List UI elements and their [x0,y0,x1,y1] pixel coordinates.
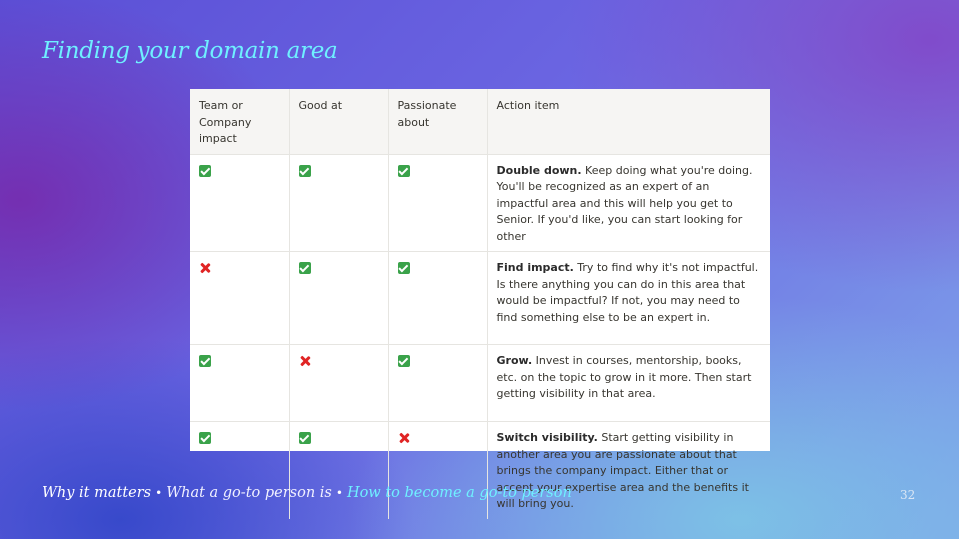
check-icon [299,432,311,444]
check-icon [299,165,311,177]
table-header-row [190,89,770,154]
check-icon [398,355,410,367]
action-title: Grow. [496,354,533,367]
table-row [190,422,770,519]
action-cell [487,154,770,252]
nav-link-what-go-to-person[interactable]: What a go-to person is [166,485,332,501]
table-row [190,154,770,252]
action-title: Find impact. [496,261,574,274]
table-row [190,345,770,422]
action-text: Invest in courses, mentorship, books, etc. on the topic to grow in it more. Then start getting visibility in that area. [496,354,752,400]
check-icon [199,432,211,444]
cross-icon [299,355,311,367]
table-row [190,252,770,345]
cross-icon [199,262,211,274]
slide-title: Finding your domain area [42,38,338,64]
action-cell [487,345,770,422]
header-good-at: Good at [289,89,388,154]
action-title: Double down. [496,163,582,177]
action-text: Start getting visibility in another area you are passionate about that brings the company impact. Either that or accept your expertise area and the benefits it will bring you. [496,431,749,510]
footer-nav [42,485,572,501]
action-text: Try to find why it's not impactful. Is there anything you can do in this area that would be impactful? If not, you may need to find something else to be an expert in. [496,261,759,324]
nav-link-how-to-become[interactable]: How to become a go-to person [346,485,572,501]
check-icon [398,165,410,177]
action-title: Switch visibility. [496,431,598,444]
page-number: 32 [900,488,916,502]
nav-separator: • [335,486,343,500]
action-text: Keep doing what you're doing. You'll be recognized as an expert of an impactful area and this will help you get to Senior. If you'd like, you can start looking for other [496,163,753,243]
check-icon [199,165,211,177]
cross-icon [398,432,410,444]
nav-separator: • [155,486,163,500]
header-impact: Team or Company impact [190,89,289,154]
header-passionate: Passionate about [388,89,487,154]
check-icon [199,355,211,367]
nav-link-why-it-matters[interactable]: Why it matters [42,485,152,501]
header-action-item: Action item [487,89,770,154]
action-cell [487,422,770,519]
check-icon [398,262,410,274]
action-cell [487,252,770,345]
check-icon [299,262,311,274]
